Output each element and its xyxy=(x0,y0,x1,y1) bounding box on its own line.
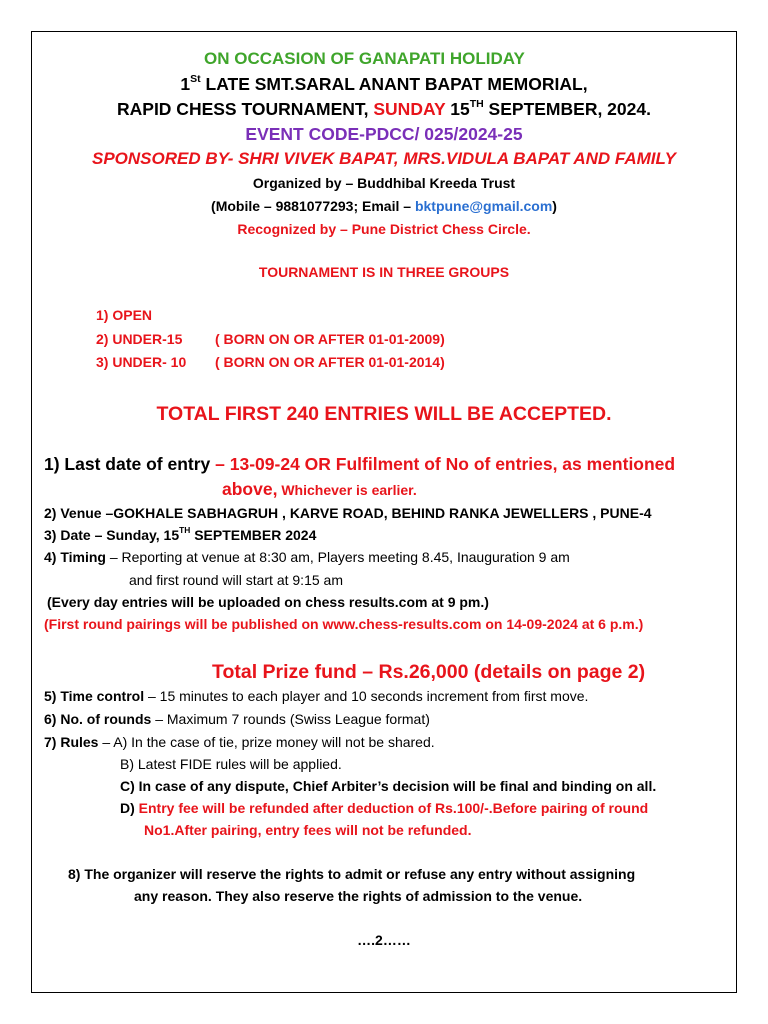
tournament-heading xyxy=(32,99,736,119)
tournament-day: SUNDAY xyxy=(373,99,446,119)
rule-3 xyxy=(44,527,316,543)
contact-close: ) xyxy=(552,198,557,214)
rule-7-d-continuation: No1.After pairing, entry fees will not be refunded. xyxy=(144,822,472,838)
rule-1-label: 1) Last date of entry xyxy=(44,454,211,474)
rule-2-value: GOKHALE SABHAGRUH , KARVE ROAD, BEHIND RANKA JEWELLERS , PUNE-4 xyxy=(113,505,652,521)
rule-5-value: – 15 minutes to each player and 10 seconds increment from first move. xyxy=(144,688,589,704)
rule-8-line-1: 8) The organizer will reserve the rights to admit or refuse any entry without assigning xyxy=(68,866,636,882)
tournament-date-num: 15 xyxy=(445,99,470,119)
rule-7 xyxy=(44,734,435,750)
rule-5 xyxy=(44,688,588,704)
tournament-date-sup: TH xyxy=(469,97,484,110)
rule-7-c: C) In case of any dispute, Chief Arbiter’s decision will be final and binding on all. xyxy=(120,778,657,794)
rule-2 xyxy=(44,505,652,521)
rule-3-sup: TH xyxy=(179,525,191,536)
group-label: 3) UNDER- 10 xyxy=(96,354,187,370)
group-note-under-10: ( BORN ON OR AFTER 01-01-2014) xyxy=(215,354,445,370)
tournament-name: RAPID CHESS TOURNAMENT, xyxy=(117,99,374,119)
rule-4-label: 4) Timing xyxy=(44,549,106,565)
rule-1 xyxy=(44,454,675,474)
rule-4-value: – Reporting at venue at 8:30 am, Players meeting 8.45, Inauguration 9 am xyxy=(105,549,570,565)
memorial-ordinal: 1 xyxy=(180,74,191,94)
rule-6 xyxy=(44,711,430,727)
rule-4-continuation: and first round will start at 9:15 am xyxy=(129,572,343,588)
memorial-heading xyxy=(32,74,736,94)
memorial-ordinal-sup: St xyxy=(190,72,201,85)
event-code: EVENT CODE-PDCC/ 025/2024-25 xyxy=(245,124,523,144)
group-item-under-10 xyxy=(96,354,186,370)
group-item-open: 1) OPEN xyxy=(96,307,153,323)
rule-8-line-2: any reason. They also reserve the rights of admission to the venue. xyxy=(134,888,583,904)
recognition-line: Recognized by – Pune District Chess Circle. xyxy=(237,221,531,237)
rule-2-label: 2) Venue – xyxy=(44,505,114,521)
rule-7-d xyxy=(120,800,648,816)
entries-upload-note: (Every day entries will be uploaded on chess results.com at 9 pm.) xyxy=(47,594,489,610)
rule-7-d-label: D) xyxy=(120,800,135,816)
rule-7-b: B) Latest FIDE rules will be applied. xyxy=(120,756,342,772)
rule-1-cont: above, xyxy=(222,479,278,499)
contact-mobile: (Mobile – 9881077293; Email – xyxy=(211,198,415,214)
document-page xyxy=(31,31,737,993)
group-note-under-15: ( BORN ON OR AFTER 01-01-2009) xyxy=(215,331,445,347)
rule-6-value: – Maximum 7 rounds (Swiss League format) xyxy=(151,711,430,727)
rule-3-value-rest: SEPTEMBER 2024 xyxy=(190,527,317,543)
page-marker: ….2…… xyxy=(357,932,411,948)
pairings-note: (First round pairings will be published on www.chess-results.com on 14-09-2024 at 6 p.m.) xyxy=(44,616,644,632)
rule-6-label: 6) No. of rounds xyxy=(44,711,152,727)
groups-title: TOURNAMENT IS IN THREE GROUPS xyxy=(258,264,510,280)
rule-1-value: – 13-09-24 OR Fulfilment of No of entries, as mentioned xyxy=(210,454,676,474)
entries-notice: TOTAL FIRST 240 ENTRIES WILL BE ACCEPTED. xyxy=(156,403,612,425)
rule-3-value: – Sunday, 15 xyxy=(90,527,180,543)
contact-line xyxy=(32,198,736,214)
rule-7-d-value: Entry fee will be refunded after deduction of Rs.100/-.Before pairing of round xyxy=(134,800,649,816)
rule-1-cont-small: Whichever is earlier. xyxy=(277,482,417,498)
memorial-name: LATE SMT.SARAL ANANT BAPAT MEMORIAL, xyxy=(200,74,588,94)
prize-fund: Total Prize fund – Rs.26,000 (details on page 2) xyxy=(212,661,646,683)
rule-7-value: – A) In the case of tie, prize money will not be shared. xyxy=(98,734,435,750)
sponsor-line: SPONSORED BY- SHRI VIVEK BAPAT, MRS.VIDULA BAPAT AND FAMILY xyxy=(91,149,676,168)
organizer-line: Organized by – Buddhibal Kreeda Trust xyxy=(252,175,516,191)
contact-email-link[interactable]: bktpune@gmail.com xyxy=(414,198,553,214)
tournament-date-rest: SEPTEMBER, 2024. xyxy=(483,99,651,119)
rule-5-label: 5) Time control xyxy=(44,688,145,704)
rule-7-label: 7) Rules xyxy=(44,734,99,750)
rule-3-label: 3) Date xyxy=(44,527,91,543)
group-label: 2) UNDER-15 xyxy=(96,331,183,347)
rule-4 xyxy=(44,549,570,565)
rule-1-continuation xyxy=(222,479,417,499)
occasion-heading: ON OCCASION OF GANAPATI HOLIDAY xyxy=(204,49,525,68)
group-item-under-15 xyxy=(96,331,182,347)
